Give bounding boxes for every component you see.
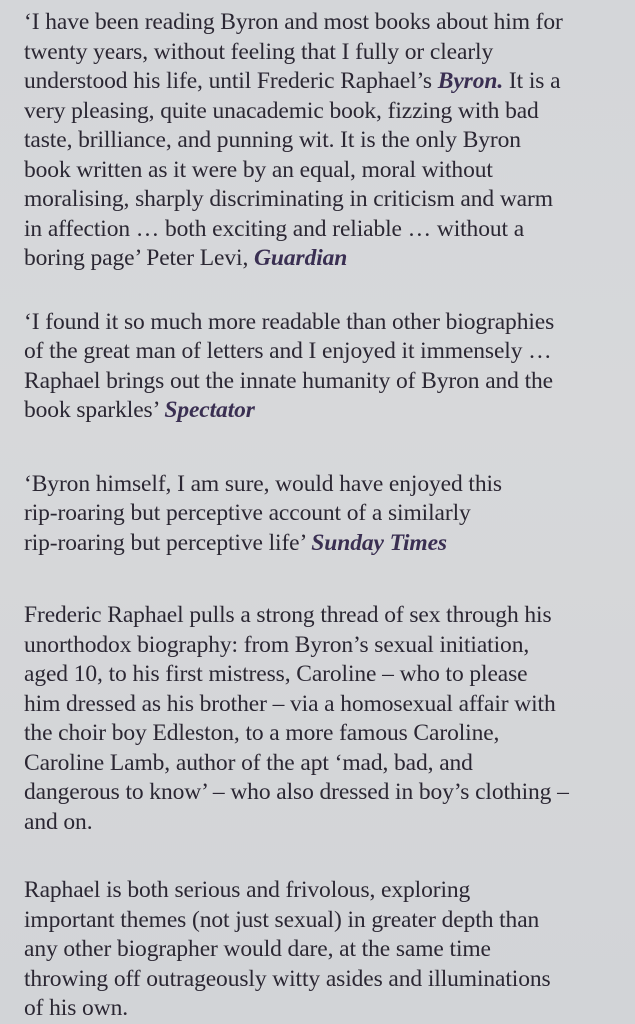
text-line: book written as it were by an equal, moral without xyxy=(24,156,493,183)
text-line: rip-roaring but perceptive account of a similarly xyxy=(24,500,471,526)
text-line: in affection … both exciting and reliable … without a xyxy=(24,215,525,242)
text-line: Caroline Lamb, author of the apt ‘mad, bad, and xyxy=(24,749,473,776)
text-line: taste, brilliance, and punning wit. It is the only Byron xyxy=(24,127,521,153)
text-line: Frederic Raphael pulls a strong thread of sex through his xyxy=(24,602,552,628)
text-line: twenty years, without feeling that I fully or clearly xyxy=(24,38,494,65)
text-line: aged 10, to his first mistress, Caroline – who to please xyxy=(24,661,528,687)
text-line: and on. xyxy=(24,808,93,835)
text-line xyxy=(24,396,625,426)
text-fragment: It is a xyxy=(503,68,561,94)
text-line: very pleasing, quite unacademic book, fizzing with bad xyxy=(24,97,539,124)
text-line: him dressed as his brother – via a homosexual affair with xyxy=(24,690,556,717)
text-line: throwing off outrageously witty asides and illuminations xyxy=(24,965,551,992)
quote-source: Spectator xyxy=(164,397,255,423)
text-line: the choir boy Edleston, to a more famous Caroline, xyxy=(24,720,500,746)
text-line: ‘I have been reading Byron and most books about him for xyxy=(24,9,563,35)
text-line: ‘Byron himself, I am sure, would have enjoyed this xyxy=(24,470,502,497)
text-line: of his own. xyxy=(24,995,128,1021)
blurb-paragraph-2 xyxy=(24,876,625,1024)
text-line: any other biographer would dare, at the same time xyxy=(24,936,491,962)
text-line xyxy=(24,529,625,559)
text-line: important themes (not just sexual) in greater depth than xyxy=(24,906,540,933)
blurb-paragraph-1 xyxy=(24,601,625,837)
text-line: ‘I found it so much more readable than other biographies xyxy=(24,308,555,335)
quote-sunday-times xyxy=(24,470,625,559)
text-fragment: rip-roaring but perceptive life’ xyxy=(24,529,312,556)
quote-peter-levi xyxy=(24,8,625,274)
text-fragment: boring page’ Peter Levi, xyxy=(24,245,255,271)
text-line: moralising, sharply discriminating in criticism and warm xyxy=(24,186,553,212)
text-line: of the great man of letters and I enjoyed it immensely … xyxy=(24,338,552,364)
book-title: Byron. xyxy=(437,68,504,94)
text-line: Raphael is both serious and frivolous, exploring xyxy=(24,877,471,903)
quote-spectator xyxy=(24,308,625,426)
text-line: unorthodox biography: from Byron’s sexual initiation, xyxy=(24,631,530,658)
text-line: Raphael brings out the innate humanity of Byron and the xyxy=(24,367,554,394)
quote-source: Guardian xyxy=(254,245,348,271)
text-line xyxy=(24,244,625,274)
text-fragment: understood his life, until Frederic Raphael’s xyxy=(24,68,438,94)
text-line xyxy=(24,67,625,97)
quote-source: Sunday Times xyxy=(311,529,447,556)
text-fragment: book sparkles’ xyxy=(24,397,165,423)
text-line: dangerous to know’ – who also dressed in boy’s clothing – xyxy=(24,779,569,805)
